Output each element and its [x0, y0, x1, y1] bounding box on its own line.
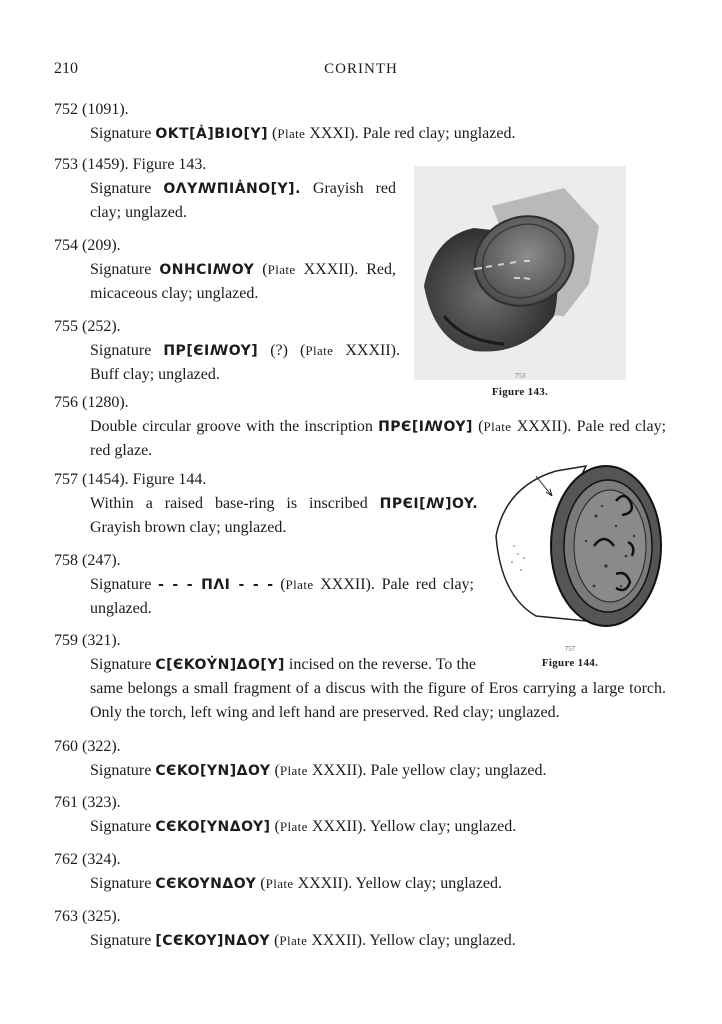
entry-number: 758 — [54, 552, 78, 569]
catalog-entry-761: 761 (323). Signature CЄKO[YNΔOY] (Plate XXXII). Yellow clay; unglazed. — [54, 791, 666, 839]
greek-inscription: ONHCIꟿOY — [159, 262, 255, 278]
signature-label: Signature — [90, 342, 152, 359]
figure-143-caption: Figure 143. — [491, 386, 549, 398]
catalog-entry-752: 752 (1091). Signature OKT[Ȧ]BIO[Y] (Plate XXXI). Pale red clay; unglazed. — [54, 98, 674, 146]
greek-inscription: - - - ΠΛI - - - — [158, 577, 274, 593]
plate-number: XXXI). — [309, 125, 359, 142]
greek-inscription: OΛYꟿΠIȦNO[Y]. — [163, 181, 301, 197]
catalog-entry-756: 756 (1280). Double circular groove with the inscription ΠPЄ[IꟿOY] (Plate XXXII). Pale red clay; red glaze. — [54, 391, 666, 463]
entry-ref: (1280). — [82, 394, 129, 411]
figure-144-caption: Figure 144. — [541, 657, 599, 669]
running-head: CORINTH — [324, 61, 398, 77]
entry-ref: (209). — [82, 237, 121, 254]
entry-text: Within a raised base-ring is inscribed — [90, 495, 368, 512]
entry-description: Grayish red clay; unglazed. — [90, 180, 397, 221]
entry-number: 760 — [54, 738, 78, 755]
plate-number: XXXII). — [303, 261, 359, 278]
entry-text: incised on the reverse. To the same belongs a small fragment of a discus with the figure of Eros carrying a large torch. Only the torch, left wing and left hand are preserved. Red clay; unglazed. — [90, 656, 666, 721]
entry-description: Yellow clay; unglazed. — [369, 932, 516, 949]
catalog-entry-754: 754 (209). Signature ONHCIꟿOY (Plate XXXII). Red, micaceous clay; unglazed. — [54, 234, 396, 306]
entry-description: Yellow clay; unglazed. — [369, 818, 517, 835]
entry-number: 761 — [54, 794, 78, 811]
signature-label: Signature — [90, 576, 152, 593]
entry-ref: (324). — [82, 851, 121, 868]
entry-description: Red, micaceous clay; unglazed. — [90, 261, 397, 302]
entry-ref: (325). — [82, 908, 121, 925]
greek-inscription: ΠPЄI[ꟿ]OY. — [379, 496, 479, 512]
entry-ref: (252). — [82, 318, 121, 335]
plate-number: XXXII). — [320, 576, 375, 593]
catalog-entry-757 — [54, 468, 478, 540]
entry-ref: (323). — [82, 794, 121, 811]
figure-144-label: 757 — [564, 645, 576, 653]
entry-ref: (247). — [82, 552, 121, 569]
plate-label: Plate — [279, 819, 308, 834]
entry-number: 752 — [54, 101, 78, 118]
entry-number: 755 — [54, 318, 78, 335]
greek-inscription: [CЄKOY]NΔOY — [155, 933, 271, 949]
catalog-entry-759 — [54, 629, 666, 725]
figure-reference: Figure 144. — [132, 471, 207, 488]
catalog-entry-753 — [54, 153, 396, 225]
entry-description: Buff clay; unglazed. — [90, 366, 220, 383]
entry-number: 763 — [54, 908, 78, 925]
plate-label: Plate — [265, 876, 294, 891]
plate-number: XXXII). — [345, 342, 400, 359]
entry-number: 753 — [54, 156, 78, 173]
greek-inscription: ΠP[ЄIꟿOY] — [163, 343, 259, 359]
entry-text: Double circular groove with the inscription — [90, 418, 373, 435]
entry-ref: (322). — [82, 738, 121, 755]
plate-label: Plate — [483, 419, 512, 434]
entry-ref: (1459). — [82, 156, 129, 173]
entry-description: Pale red clay; unglazed. — [90, 576, 475, 617]
figure-143-photo — [414, 166, 626, 380]
entry-ref: (321). — [82, 632, 121, 649]
entry-number: 756 — [54, 394, 78, 411]
signature-label: Signature — [90, 762, 152, 779]
plate-number: XXXII). — [311, 762, 367, 779]
signature-label: Signature — [90, 180, 152, 197]
signature-label: Signature — [90, 656, 152, 673]
catalog-entry-763: 763 (325). Signature [CЄKOY]NΔOY (Plate XXXII). Yellow clay; unglazed. — [54, 905, 666, 953]
plate-label: Plate — [279, 933, 308, 948]
figure-reference: Figure 143. — [132, 156, 207, 173]
entry-number: 754 — [54, 237, 78, 254]
plate-label: Plate — [277, 126, 306, 141]
plate-label: Plate — [279, 763, 308, 778]
plate-label: Plate — [267, 262, 296, 277]
catalog-entry-758: 758 (247). Signature - - - ΠΛI - - - (Plate XXXII). Pale red clay; unglazed. — [54, 549, 474, 621]
plate-label: Plate — [285, 577, 314, 592]
catalog-entry-760: 760 (322). Signature CЄKO[YN]ΔOY (Plate XXXII). Pale yellow clay; unglazed. — [54, 735, 666, 783]
entry-description: Yellow clay; unglazed. — [355, 875, 502, 892]
entry-description: Pale red clay; unglazed. — [362, 125, 516, 142]
greek-inscription: C[ЄKOẎN]ΔO[Y] — [155, 657, 285, 673]
signature-label: Signature — [90, 261, 152, 278]
greek-inscription: OKT[Ȧ]BIO[Y] — [155, 126, 268, 142]
figure-143-label: 753 — [514, 372, 526, 380]
greek-inscription: CЄKO[YNΔOY] — [155, 819, 271, 835]
catalog-entry-762: 762 (324). Signature CЄKOYNΔOY (Plate XXXII). Yellow clay; unglazed. — [54, 848, 666, 896]
entry-number: 762 — [54, 851, 78, 868]
plate-number: XXXII). — [311, 818, 367, 835]
catalog-entry-755: 755 (252). Signature ΠP[ЄIꟿOY] (?) (Plate XXXII). Buff clay; unglazed. — [54, 315, 400, 387]
entry-number: 759 — [54, 632, 78, 649]
plate-number: XXXII). — [297, 875, 353, 892]
signature-label: Signature — [90, 875, 152, 892]
entry-description: Grayish brown clay; unglazed. — [90, 519, 287, 536]
entry-description: Pale red clay; red glaze. — [90, 418, 667, 459]
signature-label: Signature — [90, 125, 152, 142]
signature-label: Signature — [90, 818, 152, 835]
entry-ref: (1454). — [82, 471, 129, 488]
greek-inscription: ΠPЄ[IꟿOY] — [378, 419, 473, 435]
entry-number: 757 — [54, 471, 78, 488]
plate-number: XXXII). — [516, 418, 572, 435]
figure-144-drawing — [476, 446, 662, 642]
plate-label: Plate — [305, 343, 334, 358]
signature-label: Signature — [90, 932, 152, 949]
entry-ref: (1091). — [82, 101, 129, 118]
entry-description: Pale yellow clay; unglazed. — [370, 762, 547, 779]
page-number: 210 — [54, 60, 78, 77]
plate-number: XXXII). — [311, 932, 367, 949]
greek-inscription: CЄKOYNΔOY — [155, 876, 257, 892]
greek-inscription: CЄKO[YN]ΔOY — [155, 763, 271, 779]
